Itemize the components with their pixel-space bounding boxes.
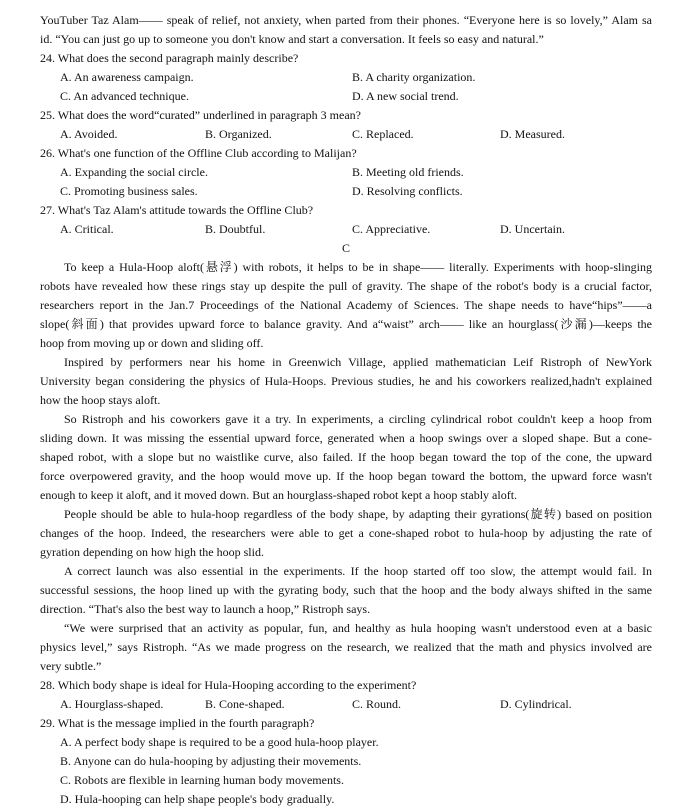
passage-c-line: enough to keep it aloft, and it moved down. But an hourglass-shaped robot kept a hoop stably aloft.: [40, 488, 518, 502]
question-25-option-a: A. Avoided.: [60, 127, 118, 141]
question-25-option-d: D. Measured.: [500, 127, 565, 141]
question-29-option-b: B. Anyone can do hula-hooping by adjusting their movements.: [60, 754, 362, 768]
question-28-option-b: B. Cone-shaped.: [205, 697, 285, 711]
question-24-option-c: C. An advanced technique.: [60, 89, 189, 103]
question-29-stem: 29. What is the message implied in the fourth paragraph?: [40, 716, 315, 730]
question-24-option-b: B. A charity organization.: [352, 70, 476, 84]
passage-c-line: force overpowered gravity, and the hoop would move up. If the hoop began toward the bottom, the upward force wasn't: [40, 469, 652, 483]
question-26-option-a: A. Expanding the social circle.: [60, 165, 208, 179]
passage-c-line: “We were surprised that an activity as popular, fun, and healthy as hula hooping wasn't understood even at a basic: [64, 621, 652, 635]
question-28-option-d: D. Cylindrical.: [500, 697, 572, 711]
question-25-stem: 25. What does the word“curated” underlined in paragraph 3 mean?: [40, 108, 361, 122]
question-25-option-b: B. Organized.: [205, 127, 272, 141]
question-27-stem: 27. What's Taz Alam's attitude towards the Offline Club?: [40, 203, 314, 217]
passage-c-line: researchers report in the Jan.7 Proceedings of the National Academy of Sciences. The shape needs to have“hips”——a: [40, 298, 652, 312]
question-26-option-b: B. Meeting old friends.: [352, 165, 464, 179]
question-27-option-c: C. Appreciative.: [352, 222, 431, 236]
question-28-stem: 28. Which body shape is ideal for Hula-Hooping according to the experiment?: [40, 678, 417, 692]
passage-c-line: how the hoop stays aloft.: [40, 393, 161, 407]
passage-b-line-1: YouTuber Taz Alam—— speak of relief, not anxiety, when parted from their phones. “Everyone here is so lovely,” Alam sa: [40, 13, 652, 27]
passage-c-line: A correct launch was also essential in the experiments. If the hoop started off too slow, the attempt would fail. In: [64, 564, 652, 578]
question-26-option-c: C. Promoting business sales.: [60, 184, 198, 198]
passage-c-line: slope(斜面) that provides upward force to balance gravity. And a“waist” arch—— like an hourglass(沙漏)—keeps the: [40, 317, 652, 331]
passage-c-line: changes of the hoop. Indeed, the researchers were able to get a cone-shaped robot to hula-hoop by adjusting the rate of: [40, 526, 652, 540]
passage-c-line: shaped robot, with a slope but no waistlike curve, also failed. If the hoop began toward the top of the cone, the upward: [40, 450, 652, 464]
passage-c-line: gyration depending on how high the hoop slid.: [40, 545, 264, 559]
question-28-option-c: C. Round.: [352, 697, 402, 711]
passage-c-line: robots have revealed how these rings stay up despite the pull of gravity. The shape of the robot's body is a crucial factor,: [40, 279, 652, 293]
question-24-option-d: D. A new social trend.: [352, 89, 459, 103]
section-c-heading: C: [341, 241, 350, 255]
question-27-option-a: A. Critical.: [60, 222, 114, 236]
passage-c-line: successful sessions, the hoop lined up with the gyrating body, such that the hoop and the body always shifted in the same: [40, 583, 652, 597]
question-26-stem: 26. What's one function of the Offline Club according to Malijan?: [40, 146, 357, 160]
question-24-stem: 24. What does the second paragraph mainly describe?: [40, 51, 299, 65]
question-27-option-b: B. Doubtful.: [205, 222, 266, 236]
passage-c-line: sliding down. It was missing the essential upward force, generated when a hoop swings over a sloped shape. But a cone-: [40, 431, 652, 445]
passage-c-line: People should be able to hula-hoop regardless of the body shape, by adapting their gyrations(旋转) based on position: [64, 507, 652, 521]
question-25-option-c: C. Replaced.: [352, 127, 414, 141]
passage-b-line-2: id. “You can just go up to someone you don't know and start a conversation. It feels so easy and natural.”: [40, 32, 544, 46]
question-29-option-a: A. A perfect body shape is required to be a good hula-hoop player.: [60, 735, 379, 749]
passage-c-line: physics level,” says Ristroph. “As we made progress on the research, we realized that the math and physics involved are: [40, 640, 652, 654]
passage-c-line: University began considering the physics of Hula-Hoops. Previous studies, he and his coworkers realized,hadn't explained: [40, 374, 652, 388]
passage-c-line: So Ristroph and his coworkers gave it a try. In experiments, a circling cylindrical robot couldn't keep a hoop from: [64, 412, 652, 426]
question-28-option-a: A. Hourglass-shaped.: [60, 697, 164, 711]
passage-c-line: direction. “That's also the best way to launch a hoop,” Ristroph says.: [40, 602, 371, 616]
question-26-option-d: D. Resolving conflicts.: [352, 184, 463, 198]
question-29-option-d: D. Hula-hooping can help shape people's body gradually.: [60, 792, 335, 806]
passage-c-line: hoop from moving up or down and sliding off.: [40, 336, 264, 350]
passage-c-line: very subtle.”: [40, 659, 102, 673]
passage-c-line: To keep a Hula-Hoop aloft(悬浮) with robots, it helps to be in shape—— literally. Experiments with hoop-slinging: [64, 260, 652, 274]
passage-c-line: Inspired by performers near his home in Greenwich Village, applied mathematician Leif Ristroph of NewYork: [64, 355, 652, 369]
question-24-option-a: A. An awareness campaign.: [60, 70, 194, 84]
question-27-option-d: D. Uncertain.: [500, 222, 565, 236]
question-29-option-c: C. Robots are flexible in learning human body movements.: [60, 773, 344, 787]
